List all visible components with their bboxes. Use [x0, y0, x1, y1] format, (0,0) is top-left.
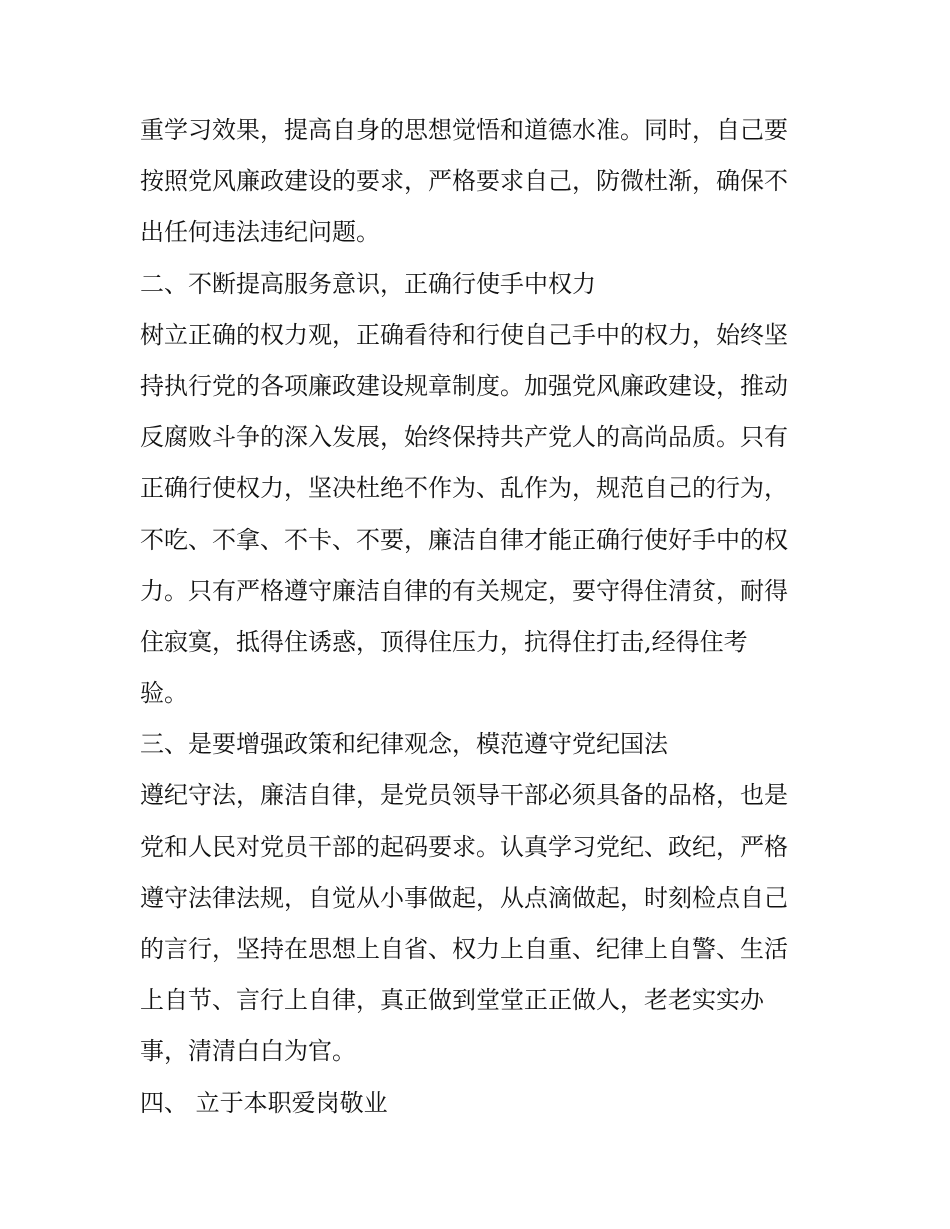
body-line: 遵纪守法，廉洁自律，是党员领导干部必须具备的品格，也是	[140, 781, 788, 810]
section-heading: 四、 立于本职爱岗敬业	[140, 1088, 388, 1117]
body-line: 树立正确的权力观，正确看待和行使自己手中的权力，始终坚	[140, 320, 788, 349]
body-line: 力。只有严格遵守廉洁自律的有关规定，要守得住清贫，耐得	[140, 576, 788, 605]
section-heading: 二、不断提高服务意识，正确行使手中权力	[140, 269, 596, 298]
body-line: 住寂寞，抵得住诱惑，顶得住压力，抗得住打击,经得住考	[140, 627, 748, 656]
body-line: 验。	[140, 679, 188, 708]
body-line: 重学习效果，提高自身的思想觉悟和道德水准。同时，自己要	[140, 116, 788, 144]
body-line: 上自节、言行上自律，真正做到堂堂正正做人，老老实实办	[140, 986, 764, 1015]
body-line: 事，清清白白为官。	[140, 1037, 356, 1066]
section-heading: 三、是要增强政策和纪律观念，模范遵守党纪国法	[140, 730, 668, 759]
body-line: 的言行，坚持在思想上自省、权力上自重、纪律上自警、生活	[140, 935, 788, 963]
document-body	[140, 105, 830, 1129]
body-line: 正确行使权力，坚决杜绝不作为、乱作为，规范自己的行为，	[140, 474, 788, 503]
body-line: 党和人民对党员干部的起码要求。认真学习党纪、政纪，严格	[140, 832, 788, 861]
body-line: 出任何违法违纪问题。	[140, 218, 380, 247]
body-line: 遵守法律法规，自觉从小事做起，从点滴做起，时刻检点自己	[140, 883, 788, 912]
body-line: 不吃、不拿、不卡、不要，廉洁自律才能正确行使好手中的权	[140, 525, 788, 554]
body-line: 反腐败斗争的深入发展，始终保持共产党人的高尚品质。只有	[140, 423, 788, 452]
body-line: 按照党风廉政建设的要求，严格要求自己，防微杜渐，确保不	[140, 167, 788, 196]
body-line: 持执行党的各项廉政建设规章制度。加强党风廉政建设，推动	[140, 371, 788, 400]
